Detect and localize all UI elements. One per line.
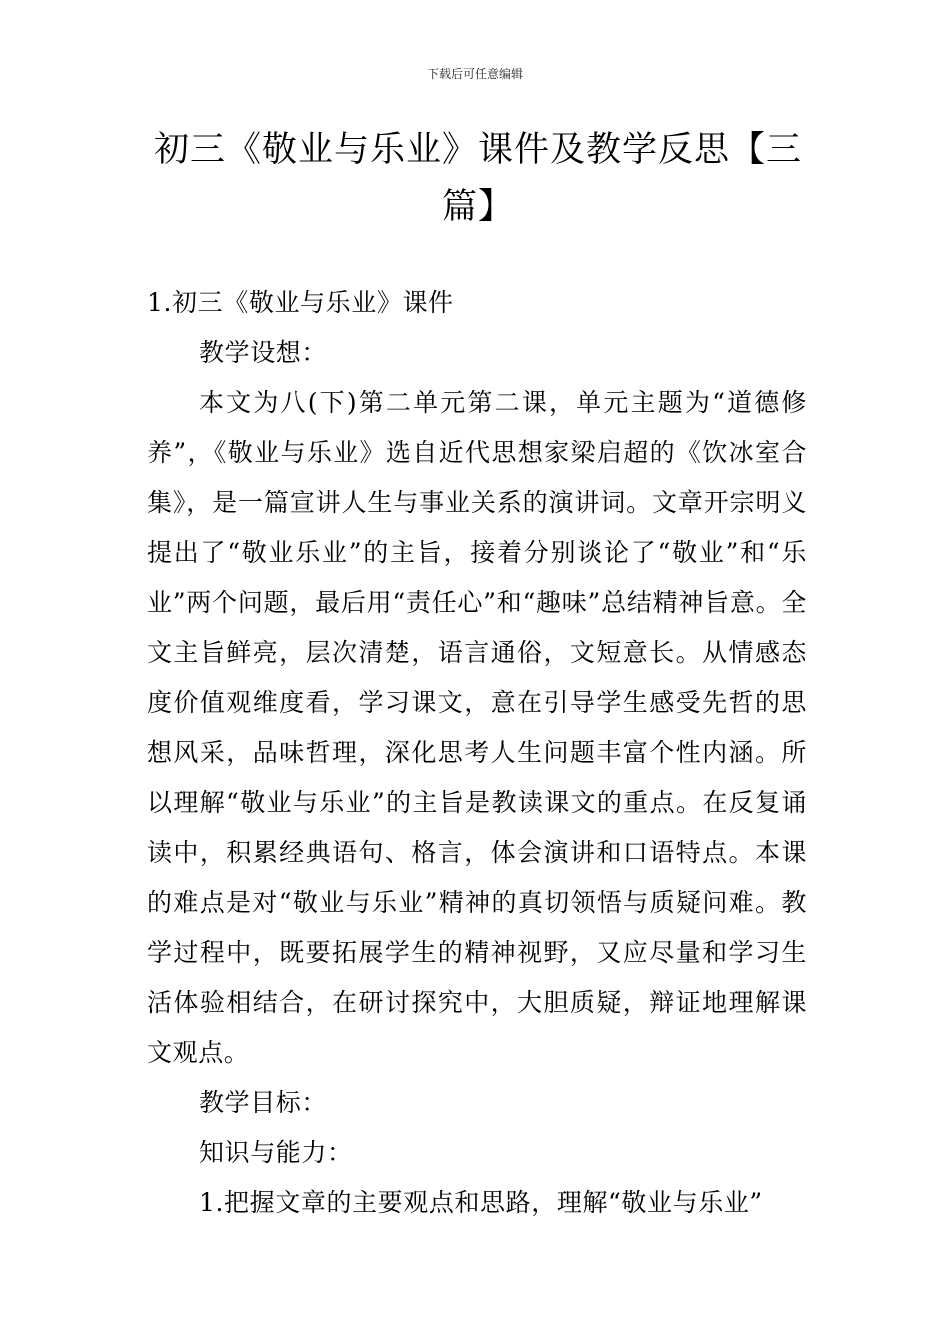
goal-item-1: 1.把握文章的主要观点和思路，理解“敬业与乐业” <box>199 1188 763 1217</box>
knowledge-heading: 知识与能力： <box>199 1138 353 1167</box>
design-heading: 教学设想： <box>199 338 328 367</box>
goals-heading: 教学目标： <box>199 1088 328 1117</box>
document-title: 初三《敬业与乐业》课件及教学反思【三篇】 <box>153 130 802 227</box>
header-watermark: 下载后可任意编辑 <box>426 67 523 81</box>
design-paragraph: 本文为八(下)第二单元第二课，单元主题为“道德修养”，《敬业与乐业》选自近代思想家梁启超的《饮冰室合集》，是一篇宣讲人生与事业关系的演讲词。文章开宗明义提出了“敬业乐业”的主旨，接着分别谈论了“敬业”和“乐业”两个问题，最后用“责任心”和“趣味”总结精神旨意。全文主旨鲜亮，层次清楚，语言通俗，文短意长。从情感态度价值观维度看，学习课文，意在引导学生感受先哲的思想风采，品味哲理，深化思考人生问题丰富个性内涵。所以理解“敬业与乐业”的主旨是教读课文的重点。在反复诵读中，积累经典语句、格言，体会演讲和口语特点。本课的难点是对“敬业与乐业”精神的真切领悟与质疑问难。教学过程中，既要拓展学生的精神视野，又应尽量和学习生活体验相结合，在研讨探究中，大胆质疑，辩证地理解课文观点。 <box>147 388 807 1067</box>
document-body <box>147 278 807 1228</box>
section-heading: 1.初三《敬业与乐业》课件 <box>147 288 454 317</box>
